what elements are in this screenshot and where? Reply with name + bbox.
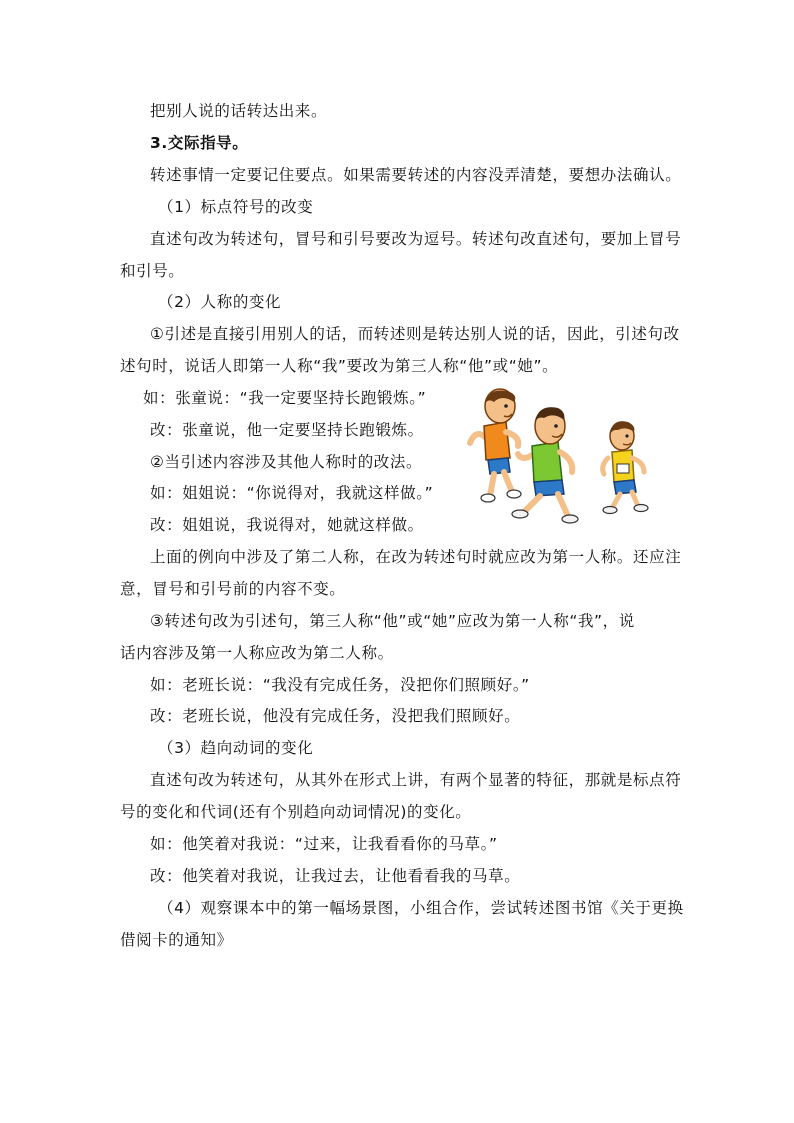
example-line: 如：姐姐说：“你说得对，我就这样做。” bbox=[150, 484, 434, 502]
text-line: 述句时，说话人即第一人称“我”要改为第三人称“他”或“她”。 bbox=[120, 357, 559, 375]
text-line: 转述事情一定要记住要点。如果需要转述的内容没弄清楚，要想办法确认。 bbox=[150, 166, 682, 184]
runner-left bbox=[470, 389, 521, 502]
example-line: 如：张童说：“我一定要坚持长跑锻炼。” bbox=[143, 389, 427, 407]
text-line: ③转述句改为引述句，第三人称“他”或“她”应改为第一人称“我”，说 bbox=[150, 612, 635, 630]
subsection-heading: （2）人称的变化 bbox=[158, 293, 282, 311]
text-line: 意，冒号和引号前的内容不变。 bbox=[120, 580, 346, 598]
running-children-illustration bbox=[466, 388, 658, 528]
subsection-heading: （1）标点符号的改变 bbox=[158, 198, 314, 216]
text-line: 借阅卡的通知》 bbox=[120, 931, 233, 949]
runner-right bbox=[603, 421, 648, 513]
section-heading: 3.交际指导。 bbox=[150, 134, 249, 152]
text-line: 上面的例向中涉及了第二人称，在改为转述句时就应改为第一人称。还应注 bbox=[150, 548, 682, 566]
text-line: 号的变化和代词(还有个别趋向动词情况)的变化。 bbox=[120, 803, 472, 821]
example-line: 如：老班长说：“我没有完成任务，没把你们照顾好。” bbox=[150, 676, 530, 694]
example-line: 如：他笑着对我说：“过来，让我看看你的马草。” bbox=[150, 835, 498, 853]
subsection-heading: （3）趋向动词的变化 bbox=[158, 739, 314, 757]
example-line: 改：张童说，他一定要坚持长跑锻炼。 bbox=[150, 421, 424, 439]
text-line: （4）观察课本中的第一幅场景图，小组合作，尝试转述图书馆《关于更换 bbox=[158, 899, 684, 917]
text-line: ②当引述内容涉及其他人称时的改法。 bbox=[150, 453, 423, 471]
text-line: 直述句改为转述句，冒号和引号要改为逗号。转述句改直述句，要加上冒号 bbox=[150, 230, 682, 248]
text-line: 话内容涉及第一人称应改为第二人称。 bbox=[120, 644, 394, 662]
runner-middle bbox=[512, 407, 578, 523]
example-line: 改：老班长说，他没有完成任务，没把我们照顾好。 bbox=[150, 707, 521, 725]
text-line: 和引号。 bbox=[120, 262, 185, 280]
example-line: 改：姐姐说，我说得对，她就这样做。 bbox=[150, 516, 424, 534]
example-line: 改：他笑着对我说，让我过去，让他看看我的马草。 bbox=[150, 867, 521, 885]
text-line: 把别人说的话转达出来。 bbox=[150, 102, 328, 120]
text-line: ①引述是直接引用别人的话，而转述则是转达别人说的话，因此，引述句改 bbox=[150, 325, 680, 343]
text-line: 直述句改为转述句，从其外在形式上讲，有两个显著的特征，那就是标点符 bbox=[150, 771, 682, 789]
